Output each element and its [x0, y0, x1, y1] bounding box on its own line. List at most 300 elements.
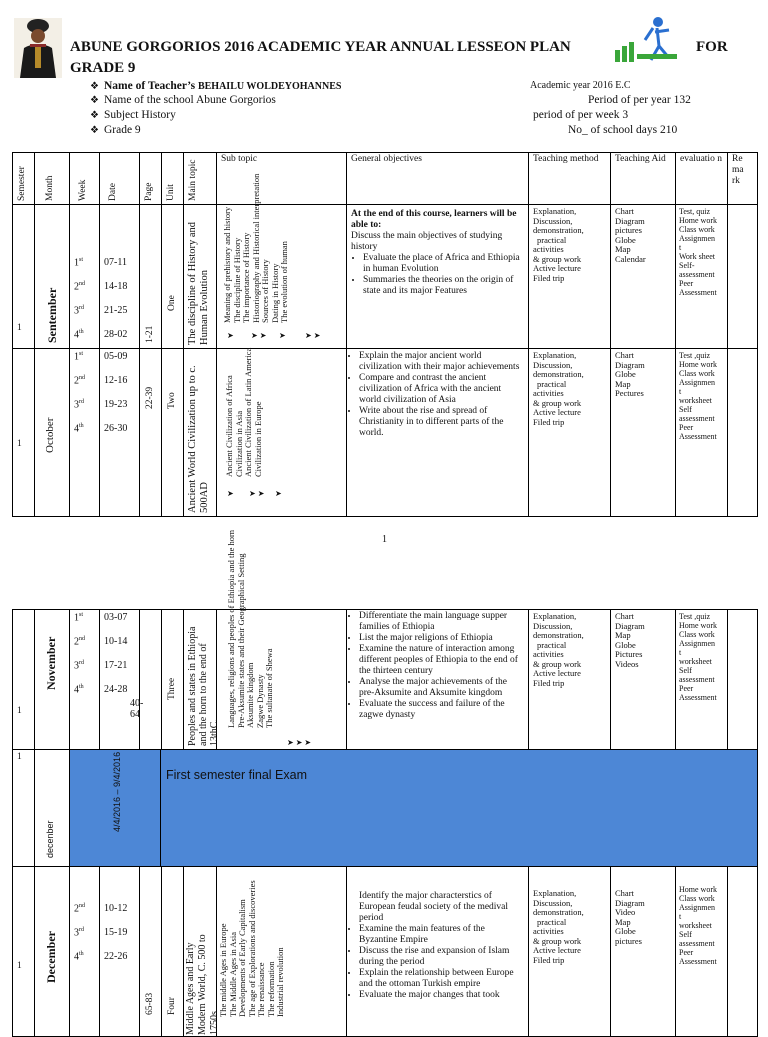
evaluation-cell	[676, 610, 728, 750]
sub-topic-item: Meaning of prehistory and history	[222, 206, 232, 323]
objectives-cell	[347, 867, 529, 1037]
table-row-november	[13, 610, 758, 750]
sub-topic-item: Ancient Civilization of Africa	[224, 375, 234, 477]
evaluation-item: Assignmen	[679, 378, 715, 387]
arrow-bullet-icon: ➤ ➤	[305, 331, 321, 340]
semester-cell	[13, 349, 35, 517]
remark-cell	[728, 205, 758, 349]
evaluation-item: worksheet	[679, 657, 712, 666]
month-value: December	[44, 931, 58, 983]
objective-item: • Examine the nature of interaction among different peoples of Ethiopia to the end of the thirteen century	[359, 644, 524, 677]
school-name: Name of the school Abune Gorgorios	[103, 94, 276, 106]
week-4: 4th	[74, 423, 84, 435]
document-title-line1: ABUNE GORGORIOS 2016 ACADEMIC YEAR ANNUAL LESSEON PLAN	[70, 39, 571, 55]
unit-value: Four	[167, 997, 177, 1015]
date-cell	[100, 610, 140, 750]
diamond-bullet-icon: ❖	[90, 95, 99, 106]
date-3: 15-19	[104, 927, 128, 938]
unit-cell	[162, 610, 184, 750]
method-item: practical	[537, 234, 567, 245]
header-month-label: Month	[45, 175, 55, 201]
date-4: 28-02	[104, 329, 128, 340]
header-evaluation	[676, 153, 728, 205]
week-cell	[70, 349, 100, 517]
evaluation-item: t	[679, 387, 682, 396]
method-item: Explanation,	[533, 206, 577, 216]
evaluation-item: Home work	[679, 621, 717, 630]
method-item: Explanation,	[533, 350, 577, 360]
header-semester-label: Semester	[17, 166, 27, 201]
aid-item: Globe	[615, 926, 636, 936]
method-item: Explanation,	[533, 888, 577, 898]
school-logo-icon	[615, 16, 685, 66]
teacher-name: BEHAILU WOLDEYOHANNES	[197, 81, 342, 92]
header-objectives-label: General objectives	[351, 154, 422, 164]
week-4: 4th	[74, 329, 84, 341]
sub-topic-item: The sultanate of Shewa	[264, 648, 274, 728]
date-cell	[100, 349, 140, 517]
unit-cell	[162, 205, 184, 349]
method-item: demonstration,	[533, 907, 584, 917]
date-cell	[100, 867, 140, 1037]
sub-topic-item: Dating in History	[269, 263, 280, 323]
evaluation-item: worksheet	[679, 396, 712, 405]
sub-topic-cell	[217, 867, 347, 1037]
evaluation-item: Test ,quiz	[679, 612, 710, 621]
date-3: 19-23	[104, 399, 128, 410]
evaluation-item: Assignmen	[679, 903, 715, 912]
date-1: 03-07	[104, 612, 128, 623]
header-main-topic-label: Main topic	[188, 159, 198, 201]
week-3: 3rd	[74, 399, 84, 411]
sub-topic-item: Developments of Early Capitalism	[237, 899, 247, 1017]
month-value: October	[44, 417, 56, 453]
week-3: 3rd	[74, 927, 84, 939]
evaluation-item: t	[679, 912, 682, 921]
week-2: 2nd	[74, 903, 85, 915]
semester-value: 1	[17, 706, 22, 716]
method-list	[529, 205, 610, 285]
evaluation-item: Test ,quiz	[679, 351, 710, 360]
page-value: 22-39	[145, 386, 155, 409]
sub-topic-list	[222, 173, 290, 323]
aid-item: Chart	[615, 611, 634, 621]
diamond-bullet-icon: ❖	[90, 125, 99, 136]
evaluation-cell	[676, 205, 728, 349]
objectives-block	[347, 205, 528, 297]
aid-item: Globe	[615, 234, 636, 245]
evaluation-item: Self	[679, 666, 692, 675]
main-topic-cell	[184, 205, 217, 349]
arrow-bullet-icon: ➤	[227, 331, 234, 340]
aid-item: Map	[615, 630, 631, 640]
grade-line	[90, 124, 141, 136]
sub-topic-item: Civilization in Asia	[233, 410, 244, 477]
sub-topic-item: Sources of History	[260, 259, 270, 323]
month-cell	[35, 349, 70, 517]
evaluation-item: Home work	[679, 885, 717, 894]
evaluation-item: Test, quiz	[679, 207, 710, 216]
method-cell	[529, 610, 611, 750]
lesson-plan-table-1	[12, 152, 758, 517]
aid-item: Chart	[615, 888, 634, 898]
evaluation-item: assessment	[679, 270, 715, 279]
header-remark	[728, 153, 758, 205]
objectives-lead: Discuss the main objectives of studying history	[351, 231, 503, 252]
aid-item: Diagram	[615, 897, 645, 908]
week-cell	[70, 610, 100, 750]
header-week	[70, 153, 100, 205]
unit-value: Two	[167, 392, 177, 409]
aid-item: Video	[615, 907, 636, 917]
aid-cell	[611, 610, 676, 750]
objective-item: • Differentiate the main language supper families of Ethiopia	[359, 611, 524, 633]
month-value: November	[44, 636, 58, 690]
main-topic-value: Middle Ages and Early Modern World, C. 500 to 1750s	[185, 934, 220, 1035]
aid-item: Pectures	[615, 388, 644, 398]
date-3: 21-25	[104, 305, 128, 316]
aid-cell	[611, 867, 676, 1037]
header-date	[100, 153, 140, 205]
month-value: Sentember	[45, 287, 59, 343]
sub-topic-item: Aksumite kingdom	[245, 662, 255, 728]
sub-topic-item: Industrial revolution	[275, 947, 285, 1017]
method-item: demonstration,	[533, 225, 584, 235]
arrow-bullet-icon: ➤ ➤	[249, 489, 265, 498]
page-value: 65-83	[145, 992, 155, 1015]
method-item: Discussion,	[533, 620, 573, 631]
week-cell	[70, 205, 100, 349]
header-method	[529, 153, 611, 205]
unit-value: Three	[167, 677, 177, 700]
objectives-cell	[347, 349, 529, 517]
evaluation-item: Home work	[679, 360, 717, 369]
objectives-block	[347, 610, 528, 721]
objectives-block	[347, 349, 528, 439]
table-row-october	[13, 349, 758, 517]
bishop-portrait	[14, 18, 62, 78]
aid-list	[611, 867, 675, 946]
subject-name: Subject History	[103, 109, 176, 121]
school-logo	[615, 16, 685, 66]
semester-cell	[13, 610, 35, 750]
sub-topic-item: Historiography and Historical interpretation	[250, 173, 261, 323]
main-topic-value: Ancient World Civilization up to c. 500AD	[187, 365, 210, 513]
evaluation-item: Self-	[679, 261, 695, 270]
exam-date-range: 4/4/2016 – 9/4/2016	[112, 751, 122, 832]
date-4: 24-28	[104, 684, 128, 695]
date-1: 07-11	[104, 257, 127, 268]
sub-topic-item: The discipline of History	[231, 237, 242, 323]
aid-item: Diagram	[615, 359, 645, 370]
week-1: 1st	[74, 257, 84, 269]
header-month	[35, 153, 70, 205]
sub-topic-item: Languages, religions and peoples of Ethiopia and the horn	[226, 529, 236, 728]
semester-cell	[13, 205, 35, 349]
page-number: 1	[382, 534, 387, 545]
evaluation-item: Self	[679, 930, 692, 939]
semester-value: 1	[17, 961, 22, 971]
objective-item: • Evaluate the success and failure of the zagwe dynasty	[359, 699, 524, 721]
evaluation-item: Peer	[679, 948, 694, 957]
evaluation-item: Assessment	[679, 693, 717, 702]
aid-item: Pictures	[615, 649, 643, 659]
method-item: demonstration,	[533, 369, 584, 379]
month-cell	[35, 867, 70, 1037]
evaluation-item: Peer	[679, 684, 694, 693]
arrow-bullet-icon: ➤	[279, 331, 286, 340]
evaluation-item: Assignmen	[679, 234, 715, 243]
method-item: activities	[533, 649, 564, 659]
main-topic-value: Peoples and states in Ethiopia and the horn to the end of 13thC.	[187, 626, 220, 746]
header-evaluation-label: evaluatio n	[680, 154, 722, 164]
sub-topic-cell	[217, 529, 347, 750]
sub-topic-item: Pre-Aksumite states and their Geographical Setting	[235, 553, 246, 728]
table-row-september	[13, 205, 758, 349]
objective-item: • Analyse the major achievements of the pre-Aksumite and Aksumite kingdom	[359, 677, 524, 699]
unit-cell	[162, 349, 184, 517]
method-item: Filed trip	[533, 272, 565, 283]
page-value: 1-21	[145, 325, 155, 343]
header-unit-label: Unit	[166, 184, 176, 201]
header-method-label: Teaching method	[533, 154, 599, 164]
evaluation-item: Class work	[679, 630, 715, 639]
aid-list	[611, 349, 675, 401]
sub-topic-list	[218, 880, 286, 1017]
date-4: 26-30	[104, 423, 128, 434]
sub-topic-item: The importance of History	[241, 232, 251, 323]
bishop-portrait-image	[14, 18, 62, 78]
evaluation-item: t	[679, 648, 682, 657]
grade-name: Grade 9	[103, 124, 141, 136]
method-item: practical	[537, 639, 567, 650]
header-objectives	[347, 153, 529, 205]
document-title-for: FOR	[696, 39, 728, 55]
method-item: activities	[533, 244, 564, 254]
subject-line	[90, 109, 176, 121]
aid-item: Globe	[615, 369, 636, 379]
school-days: No_ of school days 210	[568, 124, 678, 136]
main-topic-cell	[184, 349, 217, 517]
semester-value: 1	[17, 752, 22, 762]
week-2: 2nd	[74, 636, 85, 648]
aid-item: Calendar	[615, 253, 646, 264]
objective-item: • Explain the major ancient world civilization with their major achievements	[359, 351, 524, 373]
lesson-plan-table-2	[12, 529, 758, 1037]
evaluation-list	[676, 349, 727, 443]
header-week-label: Week	[78, 179, 88, 201]
evaluation-list	[676, 205, 727, 299]
unit-value: One	[167, 295, 177, 311]
sub-topic-item: The middle Ages in Europe	[218, 923, 228, 1017]
page-cell	[140, 867, 162, 1037]
period-per-year: Period of per year 132	[588, 94, 691, 106]
evaluation-item: Class work	[679, 225, 715, 234]
method-item: Filed trip	[533, 677, 565, 688]
objective-item: • Explain the relationship between Europe and the ottoman Turkish empire	[359, 968, 524, 990]
period-per-week: period of per week 3	[533, 109, 629, 121]
main-topic-cell	[184, 610, 220, 750]
method-item: Discussion,	[533, 897, 573, 908]
evaluation-item: Peer	[679, 423, 694, 432]
method-item: Filed trip	[533, 416, 565, 427]
week-3: 3rd	[74, 305, 84, 317]
method-item: Filed trip	[533, 954, 565, 965]
page-cell	[130, 610, 162, 750]
header-date-label: Date	[108, 183, 118, 201]
month-value: decenber	[45, 820, 55, 858]
sub-topic-list	[226, 529, 275, 728]
method-item: Active lecture	[533, 263, 581, 273]
evaluation-item: Class work	[679, 369, 715, 378]
method-item: & group work	[533, 253, 582, 264]
evaluation-list	[676, 867, 727, 966]
method-cell	[529, 205, 611, 349]
evaluation-item: worksheet	[679, 921, 712, 930]
arrow-bullet-icon: ➤	[227, 489, 234, 498]
date-2: 12-16	[104, 375, 128, 386]
week-cell	[70, 867, 100, 1037]
method-item: activities	[533, 926, 564, 936]
header-sub-topic	[217, 153, 347, 205]
exam-band	[70, 750, 758, 867]
sub-topic-item: The renaissance	[256, 962, 266, 1017]
page-cell	[140, 349, 162, 517]
method-item: & group work	[533, 658, 582, 669]
objectives-block	[347, 867, 528, 924]
objective-item: • Write about the rise and spread of Christianity in to different parts of the world.	[359, 406, 524, 439]
month-cell	[35, 750, 70, 867]
objective-item: • Evaluate the major changes that took	[359, 990, 524, 1001]
header-page-label: Page	[144, 182, 154, 201]
evaluation-item: assessment	[679, 414, 715, 423]
week-2: 2nd	[74, 281, 85, 293]
week-3: 3rd	[74, 660, 84, 672]
date-cell	[100, 205, 140, 349]
method-item: practical	[537, 916, 567, 927]
method-list	[529, 867, 610, 965]
semester-cell	[13, 867, 35, 1037]
objective-item: • Summaries the theories on the origin of state and its major Features	[363, 275, 524, 297]
method-cell	[529, 349, 611, 517]
week-2: 2nd	[74, 375, 85, 387]
header-aid-label: Teaching Aid	[615, 154, 666, 164]
sub-topic-item: The age of Explorations and discoveries	[246, 880, 257, 1017]
remark-cell	[728, 610, 758, 750]
evaluation-item: t	[679, 243, 682, 252]
week-4: 4th	[74, 951, 84, 963]
objective-item: • Compare and contrast the ancient civilization of Africa with the ancient world civilization of Asia	[359, 373, 524, 406]
diamond-bullet-icon: ❖	[90, 110, 99, 121]
aid-item: pictures	[615, 935, 642, 946]
method-item: & group work	[533, 935, 582, 946]
method-item: practical	[537, 378, 567, 389]
objectives-cell	[347, 205, 529, 349]
header-unit	[162, 153, 184, 205]
unit-cell	[162, 867, 184, 1037]
objectives-lead: Identify the major characterstics of European feudal society of the medival period	[359, 891, 509, 923]
table-row-exam	[13, 750, 758, 867]
week-1: 1st	[74, 612, 84, 624]
semester-value: 1	[17, 439, 22, 449]
sub-topic-item: The evolution of human	[279, 241, 289, 323]
exam-band-divider	[160, 750, 161, 867]
remark-cell	[728, 349, 758, 517]
aid-item: Diagram	[615, 215, 645, 226]
sub-topic-item: The reformation	[265, 961, 276, 1017]
aid-item: Diagram	[615, 620, 645, 631]
date-2: 10-14	[104, 636, 128, 647]
header-semester	[13, 153, 35, 205]
evaluation-item: Peer	[679, 279, 694, 288]
method-item: demonstration,	[533, 630, 584, 640]
aid-item: pictures	[615, 225, 642, 235]
objectives-list-block	[347, 924, 528, 1001]
evaluation-item: Assessment	[679, 432, 717, 441]
sub-topic-item: The Middle Ages in Asia	[227, 932, 238, 1017]
aid-list	[611, 205, 675, 266]
header-page	[140, 153, 162, 205]
aid-item: Globe	[615, 639, 636, 650]
method-item: Active lecture	[533, 945, 581, 955]
aid-item: Chart	[615, 206, 634, 216]
document-title-line2: GRADE 9	[70, 60, 136, 76]
evaluation-item: Assessment	[679, 957, 717, 966]
page-value: 40-64	[130, 698, 144, 720]
evaluation-item: Home work	[679, 216, 717, 225]
aid-item: Map	[615, 244, 631, 254]
method-item: Discussion,	[533, 359, 573, 370]
aid-item: Videos	[615, 658, 639, 669]
method-item: & group work	[533, 397, 582, 408]
objectives-intro: At the end of this course, learners will be able to:	[351, 209, 517, 230]
objective-item: • List the major religions of Ethiopia	[359, 633, 524, 644]
academic-year: Academic year 2016 E.C	[530, 80, 631, 91]
remark-cell	[728, 867, 758, 1037]
method-item: Active lecture	[533, 668, 581, 678]
header-remark-label: Re ma rk	[732, 154, 744, 186]
exam-label: First semester final Exam	[166, 768, 308, 782]
objective-item: • Evaluate the place of Africa and Ethiopia in human Evolution	[363, 253, 524, 275]
arrow-bullet-icon: ➤ ➤ ➤	[287, 738, 312, 747]
evaluation-item: Assessment	[679, 288, 717, 297]
method-item: Explanation,	[533, 611, 577, 621]
method-item: Active lecture	[533, 407, 581, 417]
week-1: 1st	[74, 351, 84, 363]
evaluation-item: assessment	[679, 939, 715, 948]
month-cell	[35, 205, 70, 349]
evaluation-item: Class work	[679, 894, 715, 903]
sub-topic-cell	[217, 349, 347, 517]
method-cell	[529, 867, 611, 1037]
header-aid	[611, 153, 676, 205]
date-4: 22-26	[104, 951, 128, 962]
date-1: 05-09	[104, 351, 128, 362]
objective-item: • Discuss the rise and expansion of Islam during the period	[359, 946, 524, 968]
diamond-bullet-icon: ❖	[90, 81, 99, 92]
aid-item: Map	[615, 378, 631, 389]
month-cell	[35, 610, 70, 750]
teacher-label: Name of Teacher’s	[103, 80, 196, 92]
semester-cell	[13, 750, 35, 867]
evaluation-item: assessment	[679, 675, 715, 684]
method-list	[529, 349, 610, 429]
evaluation-list	[676, 610, 727, 704]
aid-item: Map	[615, 916, 631, 927]
teacher-line	[90, 80, 341, 92]
aid-cell	[611, 205, 676, 349]
method-item: activities	[533, 388, 564, 398]
